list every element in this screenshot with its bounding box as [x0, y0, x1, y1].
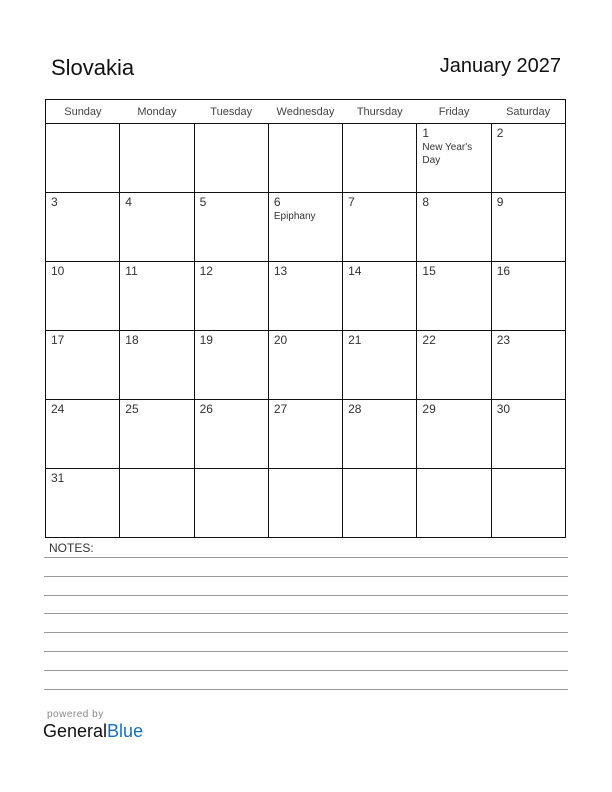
day-cell — [120, 331, 194, 400]
day-cell — [120, 124, 194, 193]
day-number: 6 — [273, 195, 281, 209]
day-number: 28 — [348, 402, 362, 416]
weekday-thursday: Thursday — [343, 100, 417, 124]
day-cell — [491, 193, 565, 262]
week-row — [46, 331, 566, 400]
day-cell — [268, 262, 342, 331]
day-cell — [268, 331, 342, 400]
brand-general: General — [43, 721, 108, 741]
day-cell — [268, 400, 342, 469]
note-line — [44, 670, 568, 671]
day-number: 27 — [273, 402, 288, 416]
day-number: 10 — [51, 264, 65, 278]
day-cell — [491, 124, 565, 193]
weekday-tuesday: Tuesday — [194, 100, 268, 124]
day-cell — [46, 469, 120, 538]
day-number: 5 — [199, 195, 207, 209]
day-cell — [194, 400, 268, 469]
day-number: 1 — [422, 126, 430, 140]
day-cell — [46, 400, 120, 469]
day-number: 14 — [348, 264, 362, 278]
day-number: 15 — [422, 264, 436, 278]
note-line — [44, 651, 568, 652]
note-line — [44, 595, 568, 596]
day-number: 2 — [496, 126, 504, 140]
day-cell — [343, 469, 417, 538]
weekday-saturday: Saturday — [491, 100, 565, 124]
day-cell — [194, 469, 268, 538]
day-cell — [343, 400, 417, 469]
day-number: 19 — [199, 333, 213, 347]
week-row — [46, 124, 566, 193]
day-cell — [343, 262, 417, 331]
brand-blue: Blue — [107, 721, 144, 741]
week-row — [46, 193, 566, 262]
day-cell — [46, 331, 120, 400]
note-line — [44, 557, 568, 558]
powered-by-text: powered by — [47, 709, 104, 720]
day-number: 23 — [496, 333, 511, 347]
day-number: 29 — [422, 402, 436, 416]
day-cell — [417, 331, 491, 400]
day-cell — [46, 262, 120, 331]
month-year-title: January 2027 — [439, 55, 561, 77]
day-number: 7 — [348, 195, 355, 209]
week-row — [46, 262, 566, 331]
day-number: 4 — [125, 195, 132, 209]
day-cell — [417, 400, 491, 469]
day-cell — [491, 262, 565, 331]
week-row — [46, 400, 566, 469]
day-cell — [194, 124, 268, 193]
day-cell — [268, 193, 342, 262]
day-cell — [120, 262, 194, 331]
day-cell — [491, 331, 565, 400]
country-title: Slovakia — [51, 55, 135, 80]
day-number: 16 — [496, 264, 511, 278]
day-number: 13 — [273, 264, 288, 278]
week-row — [46, 469, 566, 538]
day-number: 24 — [51, 402, 65, 416]
day-cell — [120, 469, 194, 538]
day-cell — [268, 124, 342, 193]
day-cell — [46, 193, 120, 262]
day-cell — [417, 469, 491, 538]
day-number: 31 — [51, 471, 65, 485]
day-cell — [120, 400, 194, 469]
day-number: 26 — [199, 402, 213, 416]
day-number: 22 — [422, 333, 436, 347]
generalblue-logo — [43, 721, 143, 742]
note-line — [44, 613, 568, 614]
weekday-sunday: Sunday — [46, 100, 120, 124]
calendar-grid — [45, 99, 566, 538]
note-line — [44, 576, 568, 577]
day-cell — [194, 331, 268, 400]
day-number: 30 — [496, 402, 511, 416]
weekday-wednesday: Wednesday — [268, 100, 342, 124]
day-cell — [417, 262, 491, 331]
weekday-friday: Friday — [417, 100, 491, 124]
day-number: 25 — [125, 402, 139, 416]
day-number: 18 — [125, 333, 139, 347]
note-line — [44, 632, 568, 633]
note-line — [44, 689, 568, 690]
day-cell — [268, 469, 342, 538]
day-number: 21 — [348, 333, 362, 347]
holiday-label: New Year's Day — [422, 142, 473, 166]
day-cell — [343, 193, 417, 262]
day-number: 17 — [51, 333, 65, 347]
day-number: 3 — [51, 195, 58, 209]
notes-label: NOTES: — [49, 541, 94, 555]
day-number: 12 — [199, 264, 213, 278]
holiday-label: Epiphany — [273, 211, 316, 222]
day-cell — [46, 124, 120, 193]
day-number: 9 — [496, 195, 504, 209]
day-cell — [194, 262, 268, 331]
day-cell — [417, 193, 491, 262]
day-cell — [194, 193, 268, 262]
weekday-monday: Monday — [120, 100, 194, 124]
day-cell — [343, 124, 417, 193]
day-cell — [491, 400, 565, 469]
day-number: 11 — [125, 264, 138, 278]
day-number: 20 — [273, 333, 288, 347]
day-cell — [120, 193, 194, 262]
day-cell — [417, 124, 491, 193]
day-number: 8 — [422, 195, 430, 209]
weekday-header-row — [46, 100, 566, 124]
day-cell — [343, 331, 417, 400]
day-cell — [491, 469, 565, 538]
